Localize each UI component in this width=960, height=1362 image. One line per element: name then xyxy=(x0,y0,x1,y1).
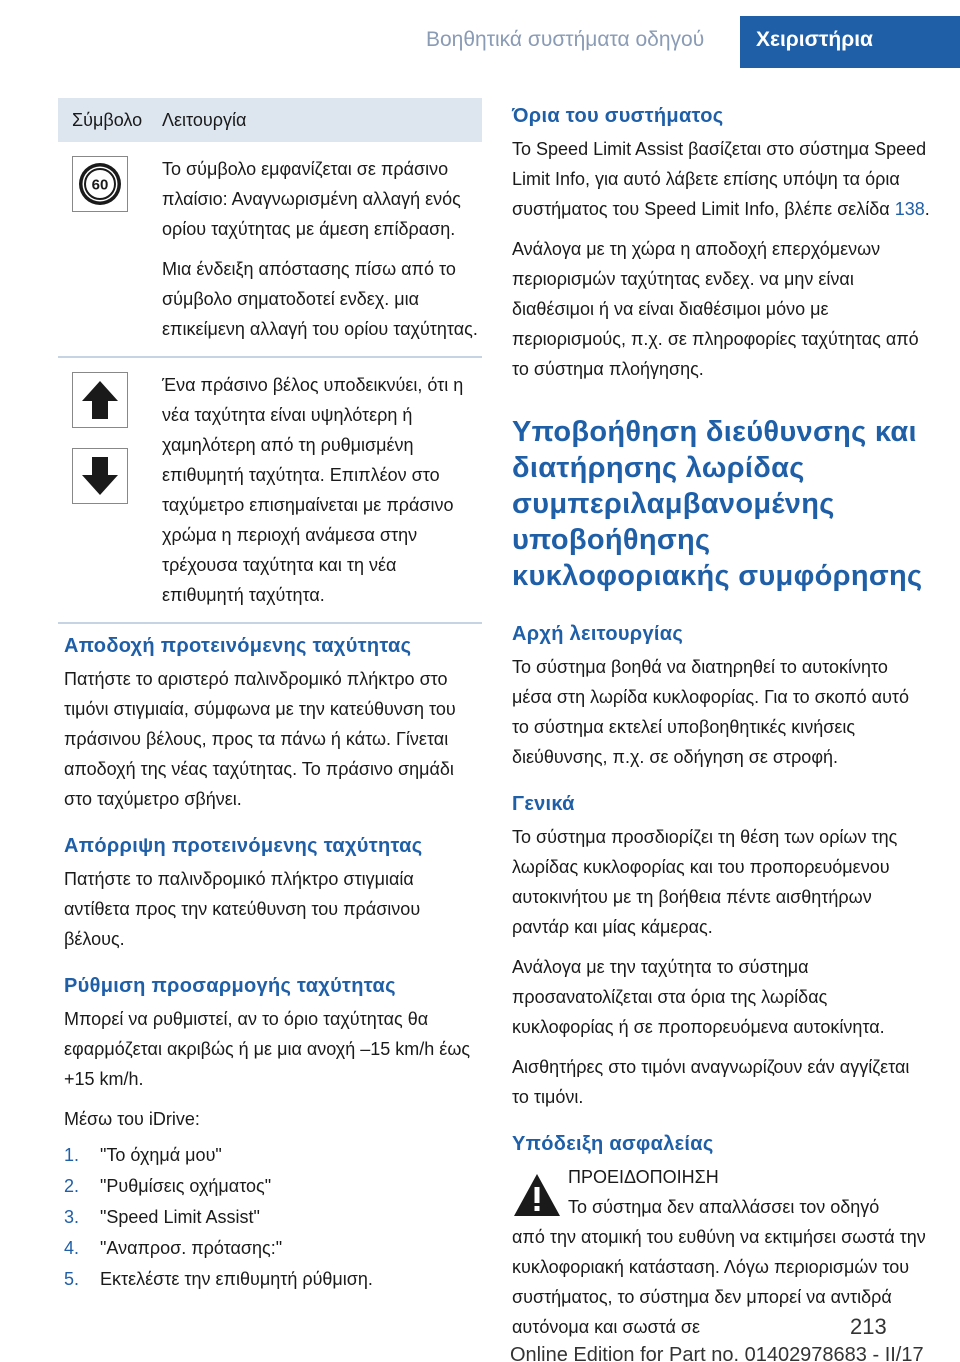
accept-heading: Αποδοχή προτεινόμενης ταχύτητας xyxy=(64,635,412,657)
section-system-limits xyxy=(512,102,930,384)
step-item: 1. "Το όχημά μου" xyxy=(64,1145,222,1165)
system-limits-heading: Όρια του συστήματος xyxy=(512,105,724,127)
warning-label: ΠΡΟΕΙΔΟΠΟΙΗΣΗ xyxy=(568,1167,719,1187)
left-column xyxy=(64,632,482,1313)
reject-heading: Απόρριψη προτεινόμενης ταχύτητας xyxy=(64,835,423,857)
svg-text:60: 60 xyxy=(91,176,109,194)
warning-block xyxy=(512,1162,930,1222)
principle-heading: Αρχή λειτουργίας xyxy=(512,623,684,645)
col-symbol-header: Σύμβολο xyxy=(72,109,143,130)
reject-body: Πατήστε το παλινδρομικό πλήκτρο στιγμιαία αντίθετα προς την κατεύθυνση του πράσινου βέλους. xyxy=(64,869,421,949)
page-header xyxy=(0,0,960,78)
page-number: 213 xyxy=(850,1314,887,1339)
symbol-row-arrows xyxy=(58,358,482,624)
section-general xyxy=(512,790,930,1112)
right-column xyxy=(512,102,930,1360)
arrow-description: Ένα πράσινο βέλος υποδεικνύει, ότι η νέα ταχύτητα είναι υψηλότερη ή χαμηλότερη από τη ρυθμισμένη επιθυμητή ταχύτητα. Επιπλέον στο ταχύμετρο επισημαίνεται με πράσινο χρώμα η περιοχή ανάμεσα στην τρέχουσα ταχύτητα και τη νέα επιθυμητή ταχύτητα. xyxy=(162,375,464,605)
speed-limit-60-icon xyxy=(72,156,128,212)
step-item: 2. "Ρυθμίσεις οχήματος" xyxy=(64,1176,272,1196)
page-link[interactable]: 138 xyxy=(894,199,925,219)
section-reject xyxy=(64,832,482,954)
principle-body: Το σύστημα βοηθά να διατηρηθεί το αυτοκίνητο μέσα στη λωρίδα κυκλοφορίας. Για το σκοπό αυτό το σύστημα εκτελεί υποβοηθητικές κινήσεις διεύθυνσης, π.χ. σε οδήγηση σε στροφή. xyxy=(512,657,910,767)
symbol-row-speed-limit xyxy=(58,142,482,358)
general-body-3: Αισθητήρες στο τιμόνι αναγνωρίζουν εάν αγγίζεται το τιμόνι. xyxy=(512,1057,910,1107)
country-limits-body: Ανάλογα με τη χώρα η αποδοχή επερχόμενων περιορισμών ταχύτητας ενδεχ. να μην είναι διαθέσιμοι ή να είναι διαθέσιμοι μόνο με περιορισμούς, π.χ. σε πληροφορίες ταχύτητας από το σύστημα πλοήγησης. xyxy=(512,239,919,379)
adjust-heading: Ρύθμιση προσαρμογής ταχύτητας xyxy=(64,975,396,997)
adjust-body: Μπορεί να ρυθμιστεί, αν το όριο ταχύτητας θα εφαρμόζεται ακριβώς ή με μια ανοχή –15 km/h έως +15 km/h. xyxy=(64,1009,471,1089)
warning-body: από την ατομική του ευθύνη να εκτιμήσει σωστά την κυκλοφοριακή κατάσταση. Λόγω περιορισμών του συστήματος, το σύστημα δεν μπορεί να αντιδρά αυτόνομα και σωστά σε xyxy=(512,1227,926,1337)
edition-note: Online Edition for Part no. 01402978683 - II/17 xyxy=(510,1344,924,1362)
idrive-intro: Μέσω του iDrive: xyxy=(64,1109,200,1129)
accept-body: Πατήστε το αριστερό παλινδρομικό πλήκτρο στο τιμόνι στιγμιαία, σύμφωνα με την κατεύθυνση του πράσινου βέλους, προς τα πάνω ή κάτω. Γίνεται αποδοχή της νέας ταχύτητας. Το πράσινο σημάδι στο ταχύμετρο σβήνει. xyxy=(64,669,456,809)
general-heading: Γενικά xyxy=(512,793,575,815)
header-section-title: Βοηθητικά συστήματα οδηγού xyxy=(426,28,705,51)
symbol-table xyxy=(58,98,482,624)
general-body-2: Ανάλογα με την ταχύτητα το σύστημα προσανατολίζεται στα όρια της λωρίδας κυκλοφορίας ή σε προπορευόμενα αυτοκίνητα. xyxy=(512,957,885,1037)
header-chapter-tab: Χειριστήρια xyxy=(740,16,960,68)
arrow-up-icon xyxy=(72,372,128,428)
speed-limit-description: Το σύμβολο εμφανίζεται σε πράσινο πλαίσιο: Αναγνωρισμένη αλλαγή ενός ορίου ταχύτητας με άμεση επίδραση. xyxy=(162,159,461,239)
warning-triangle-icon xyxy=(512,1172,566,1222)
step-item: 4. "Αναπροσ. πρότασης:" xyxy=(64,1238,283,1258)
section-adjust xyxy=(64,972,482,1295)
section-principle xyxy=(512,620,930,772)
system-limits-body: Το Speed Limit Assist βασίζεται στο σύστημα Speed Limit Info, για αυτό λάβετε επίσης υπόψη τα όρια συστήματος του Speed Limit Info, βλέπε σελίδα 138. xyxy=(512,139,930,219)
step-item: 3. "Speed Limit Assist" xyxy=(64,1207,260,1227)
col-function-header: Λειτουργία xyxy=(162,109,247,130)
general-body-1: Το σύστημα προσδιορίζει τη θέση των ορίων της λωρίδας κυκλοφορίας και του προπορευόμενου αυτοκινήτου με τη βοήθεια πέντε αισθητήρων ραντάρ και μίας κάμερας. xyxy=(512,827,898,937)
step-item: 5. Εκτελέστε την επιθυμητή ρύθμιση. xyxy=(64,1269,373,1289)
symbol-table-header xyxy=(58,98,482,142)
idrive-steps xyxy=(64,1140,482,1295)
section-accept xyxy=(64,632,482,814)
safety-heading: Υπόδειξη ασφαλείας xyxy=(512,1133,714,1155)
section-safety xyxy=(512,1130,930,1342)
arrow-down-icon xyxy=(72,448,128,504)
warning-first-line: Το σύστημα δεν απαλλάσσει τον οδηγό xyxy=(568,1197,880,1217)
distance-indicator-description: Μια ένδειξη απόστασης πίσω από το σύμβολο σηματοδοτεί ενδεχ. μια επικείμενη αλλαγή του ορίου ταχύτητας. xyxy=(162,259,478,339)
main-section-title: Υποβοήθηση διεύθυνσης και διατήρησης λωρίδας συμπεριλαμβανομένης υποβοήθησης κυκλοφοριακής συμφόρησης xyxy=(512,416,923,592)
